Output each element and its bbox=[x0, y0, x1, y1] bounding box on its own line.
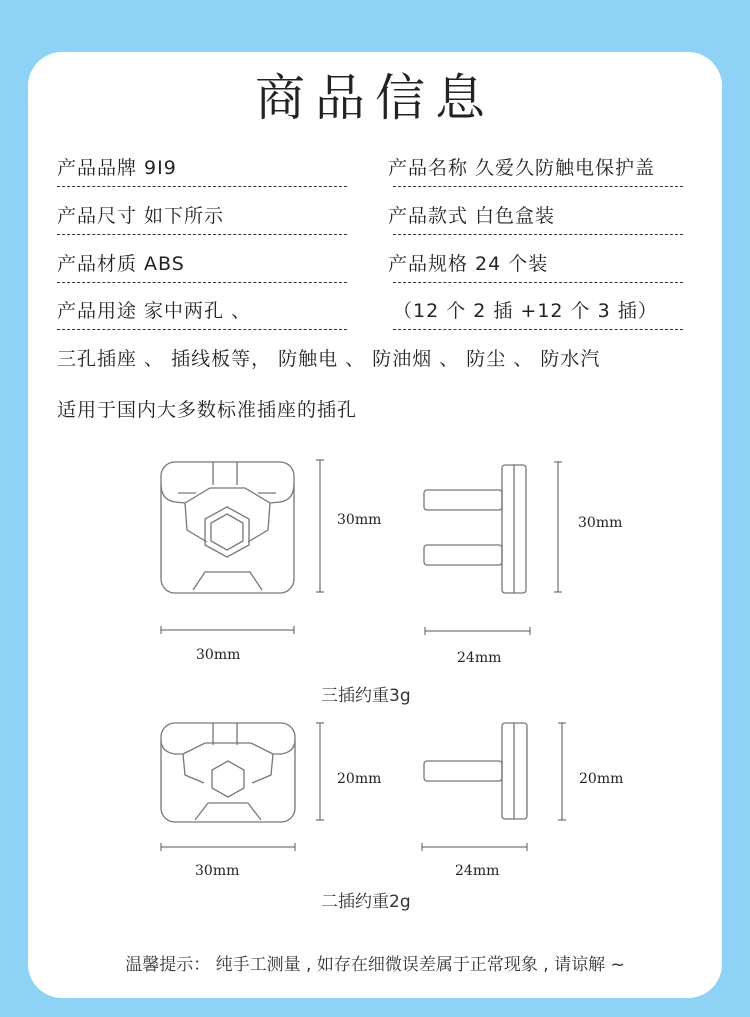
three-pin-weight-caption: 三插约重3g bbox=[321, 686, 411, 706]
two-pin-weight-caption: 二插约重2g bbox=[321, 892, 411, 912]
three-pin-side-height: 30mm bbox=[578, 515, 623, 531]
page-title: 商品信息 bbox=[255, 69, 495, 127]
spec-name: 产品名称 久爱久防触电保护盖 bbox=[388, 157, 656, 179]
two-pin-side-depth: 24mm bbox=[455, 863, 500, 879]
footer-tip: 温馨提示： 纯手工测量 , 如存在细微误差属于正常现象 , 请谅解 ~ bbox=[125, 955, 625, 975]
usage-line-2: 适用于国内大多数标准插座的插孔 bbox=[57, 399, 358, 421]
two-pin-front-width: 30mm bbox=[195, 863, 240, 879]
usage-line-1: 三孔插座 、 插线板等， 防触电 、 防油烟 、 防尘 、 防水汽 bbox=[57, 348, 601, 370]
three-pin-side-depth: 24mm bbox=[457, 650, 502, 666]
two-pin-front-view bbox=[161, 723, 295, 822]
spec-quantity-detail: （12 个 2 插 +12 个 3 插） bbox=[393, 300, 658, 322]
three-pin-front-view bbox=[161, 462, 294, 593]
three-pin-side-view bbox=[424, 465, 526, 593]
spec-material: 产品材质 ABS bbox=[57, 253, 185, 275]
spec-brand: 产品品牌 9I9 bbox=[57, 157, 177, 179]
three-pin-front-width: 30mm bbox=[196, 647, 241, 663]
three-pin-front-height: 30mm bbox=[337, 512, 382, 528]
spec-style: 产品款式 白色盒装 bbox=[388, 205, 556, 227]
two-pin-side-height: 20mm bbox=[579, 771, 624, 787]
two-pin-front-height: 20mm bbox=[337, 771, 382, 787]
spec-size: 产品尺寸 如下所示 bbox=[57, 205, 225, 227]
spec-quantity: 产品规格 24 个装 bbox=[388, 253, 549, 275]
two-pin-side-view bbox=[424, 723, 527, 819]
spec-usage: 产品用途 家中两孔 、 bbox=[57, 300, 252, 322]
